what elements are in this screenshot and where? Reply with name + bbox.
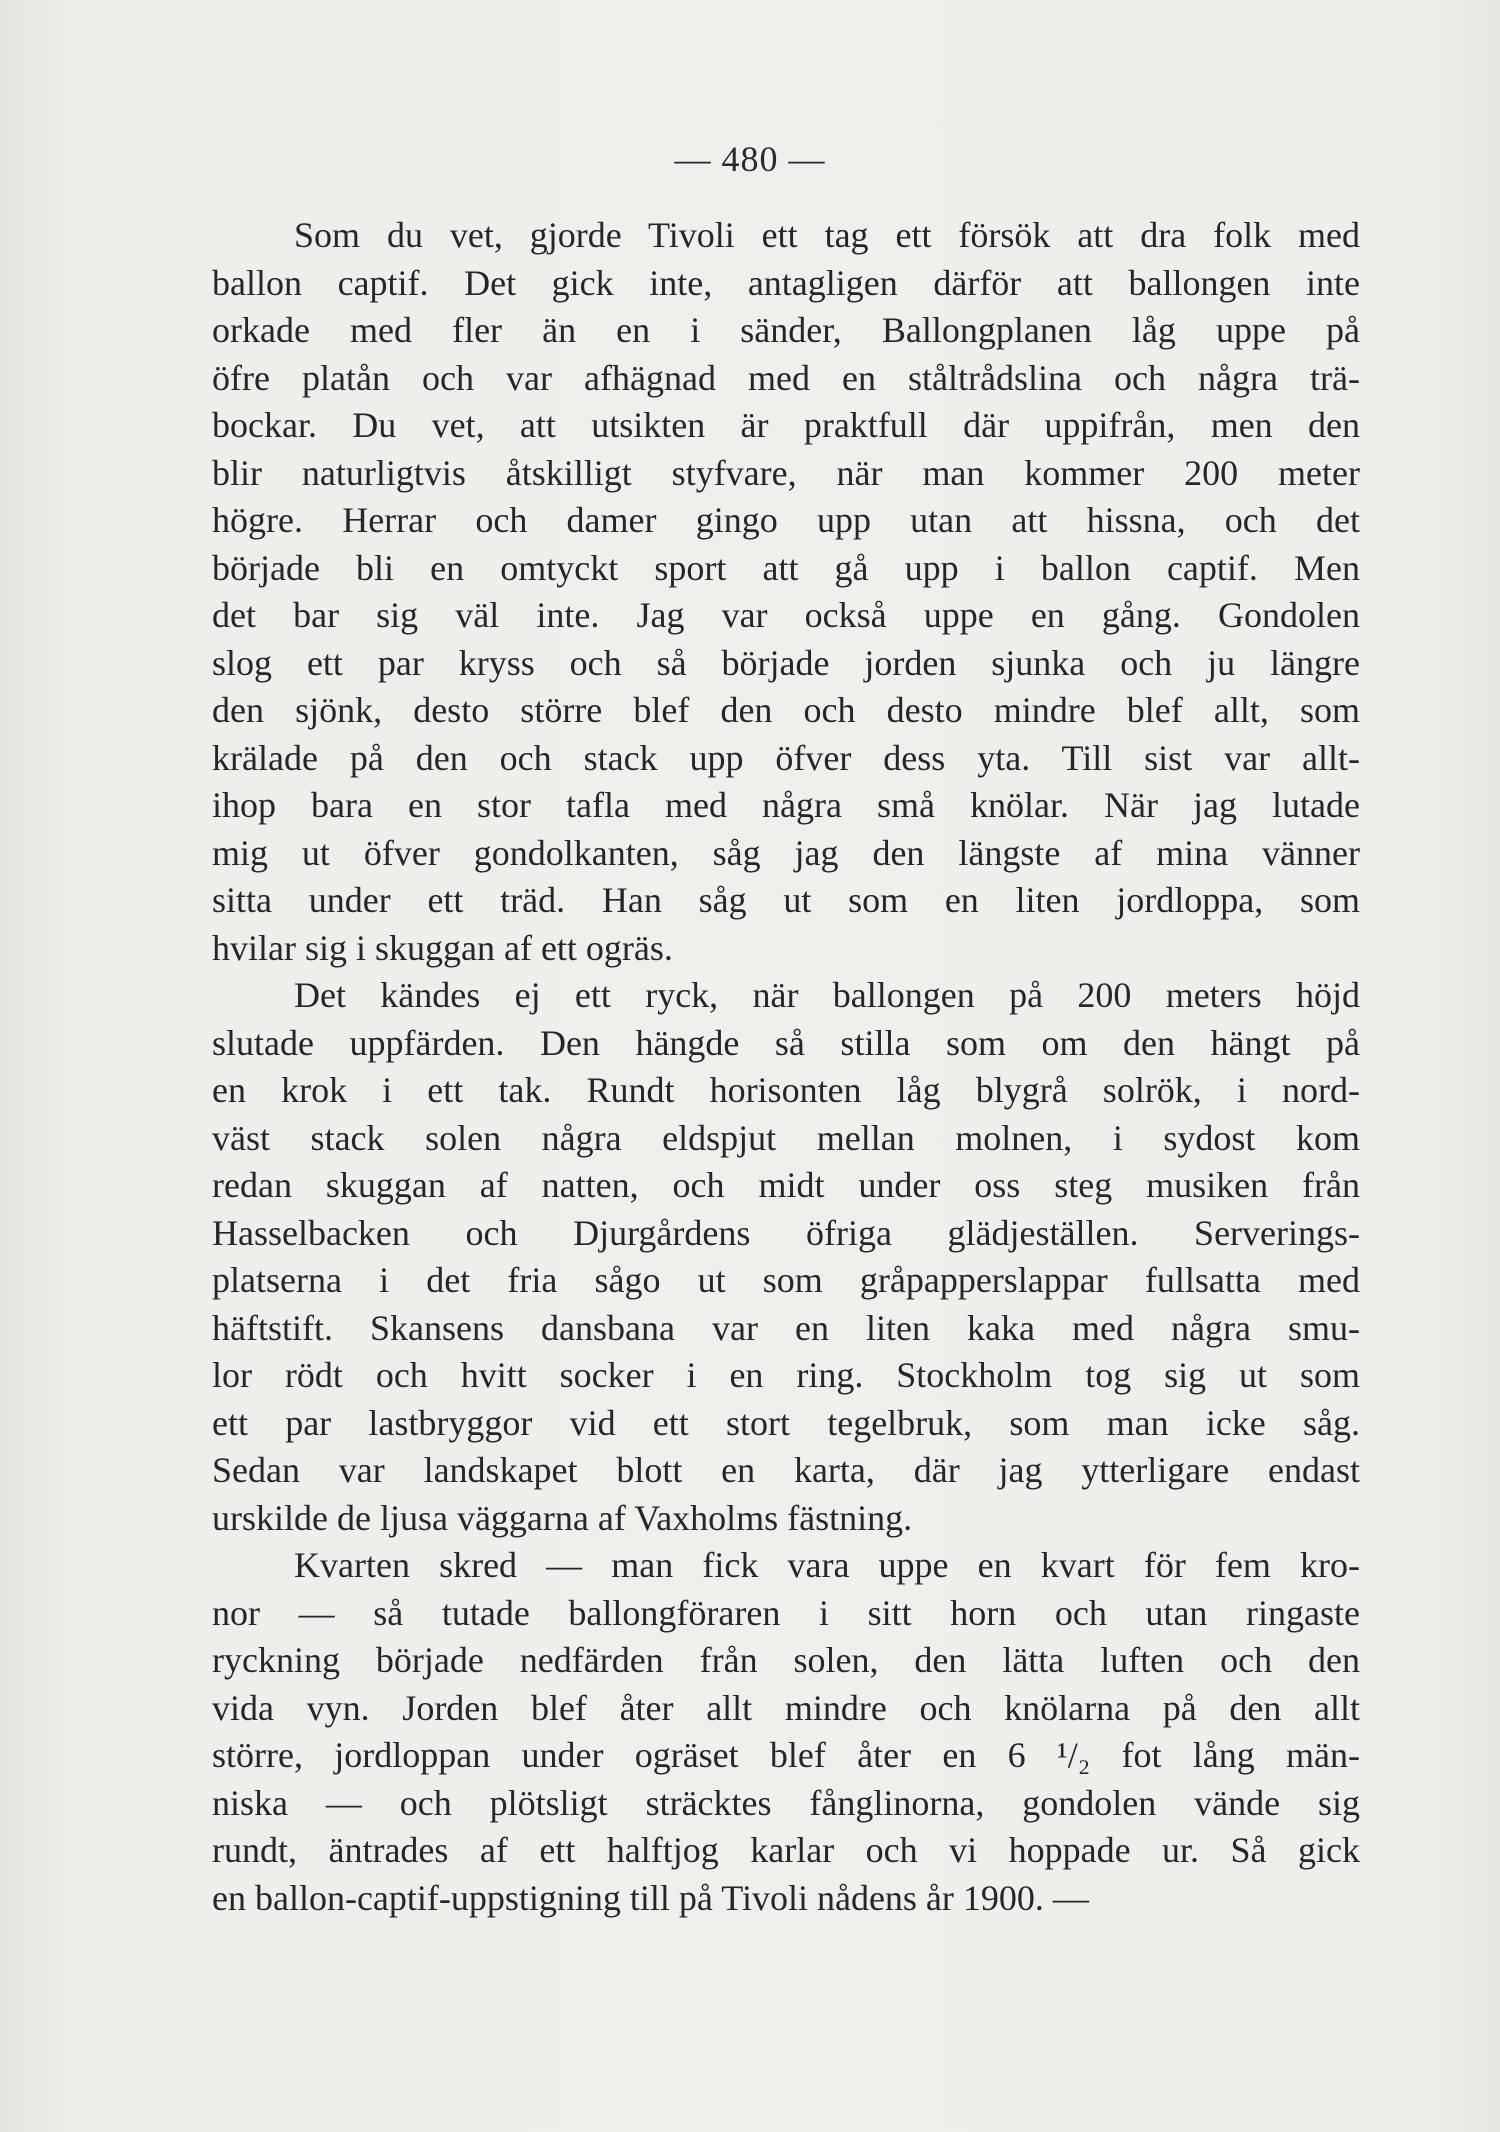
text-line: blir naturligtvis åtskilligt styfvare, när man kommer 200 meter <box>212 452 1360 493</box>
text-line: ballon captif. Det gick inte, antagligen därför att ballongen inte <box>212 262 1360 303</box>
text-line: niska — och plötsligt sträcktes fånglinorna, gondolen vände sig <box>212 1782 1360 1823</box>
text-line: slutade uppfärden. Den hängde så stilla som om den hängt på <box>212 1022 1360 1063</box>
text-line: större, jordloppan under ogräset blef åter en 6 ¹/₂ fot lång män- <box>212 1735 1360 1775</box>
paragraph-1 <box>212 212 1360 972</box>
text-line: mig ut öfver gondolkanten, såg jag den längste af mina vänner <box>212 832 1360 873</box>
text-line: en ballon-captif-uppstigning till på Tivoli nådens år 1900. — <box>212 1877 1089 1918</box>
text-line: den sjönk, desto större blef den och desto mindre blef allt, som <box>212 690 1360 730</box>
text-line: nor — så tutade ballongföraren i sitt horn och utan ringaste <box>212 1592 1360 1633</box>
text-line: krälade på den och stack upp öfver dess yta. Till sist var allt- <box>212 737 1360 778</box>
text-line: redan skuggan af natten, och midt under oss steg musiken från <box>212 1165 1360 1205</box>
text-line: platserna i det fria sågo ut som gråpapperslappar fullsatta med <box>212 1260 1360 1300</box>
text-line: lor rödt och hvitt socker i en ring. Stockholm tog sig ut som <box>212 1355 1360 1395</box>
text-line: Kvarten skred — man fick vara uppe en kvart för fem kro- <box>294 1545 1360 1585</box>
page-number: — 480 — <box>674 139 826 179</box>
text-line: sitta under ett träd. Han såg ut som en liten jordloppa, som <box>212 880 1360 920</box>
body-text <box>212 212 1360 1922</box>
text-line: väst stack solen några eldspjut mellan molnen, i sydost kom <box>212 1117 1360 1158</box>
text-line: ryckning började nedfärden från solen, den lätta luften och den <box>212 1640 1360 1680</box>
text-line: började bli en omtyckt sport att gå upp i ballon captif. Men <box>212 547 1360 588</box>
text-line: häftstift. Skansens dansbana var en liten kaka med några smu- <box>212 1307 1360 1348</box>
text-line: ihop bara en stor tafla med några små knölar. När jag lutade <box>212 785 1360 825</box>
text-line: Det kändes ej ett ryck, när ballongen på 200 meters höjd <box>294 975 1360 1015</box>
paragraph-3 <box>212 1542 1360 1922</box>
text-line: Hasselbacken och Djurgårdens öfriga glädjeställen. Serverings- <box>212 1212 1360 1253</box>
text-line: ett par lastbryggor vid ett stort tegelbruk, som man icke såg. <box>212 1402 1360 1443</box>
text-line: hvilar sig i skuggan af ett ogräs. <box>212 927 673 968</box>
text-line: högre. Herrar och damer gingo upp utan att hissna, och det <box>212 500 1360 540</box>
text-line: öfre platån och var afhägnad med en ståltrådslina och några trä- <box>212 357 1360 398</box>
text-line: bockar. Du vet, att utsikten är praktfull där uppifrån, men den <box>212 405 1360 445</box>
text-line: Sedan var landskapet blott en karta, där jag ytterligare endast <box>212 1450 1360 1490</box>
text-line: en krok i ett tak. Rundt horisonten låg blygrå solrök, i nord- <box>212 1070 1360 1110</box>
paragraph-2 <box>212 972 1360 1542</box>
text-line: orkade med fler än en i sänder, Ballongplanen låg uppe på <box>212 310 1360 350</box>
text-line: rundt, äntrades af ett halftjog karlar och vi hoppade ur. Så gick <box>212 1830 1360 1870</box>
text-line: det bar sig väl inte. Jag var också uppe en gång. Gondolen <box>212 595 1360 635</box>
text-line: urskilde de ljusa väggarna af Vaxholms fästning. <box>212 1497 913 1538</box>
text-line: vida vyn. Jorden blef åter allt mindre och knölarna på den allt <box>212 1687 1360 1728</box>
text-line: slog ett par kryss och så började jorden sjunka och ju längre <box>212 642 1360 683</box>
text-line: Som du vet, gjorde Tivoli ett tag ett försök att dra folk med <box>294 215 1360 255</box>
